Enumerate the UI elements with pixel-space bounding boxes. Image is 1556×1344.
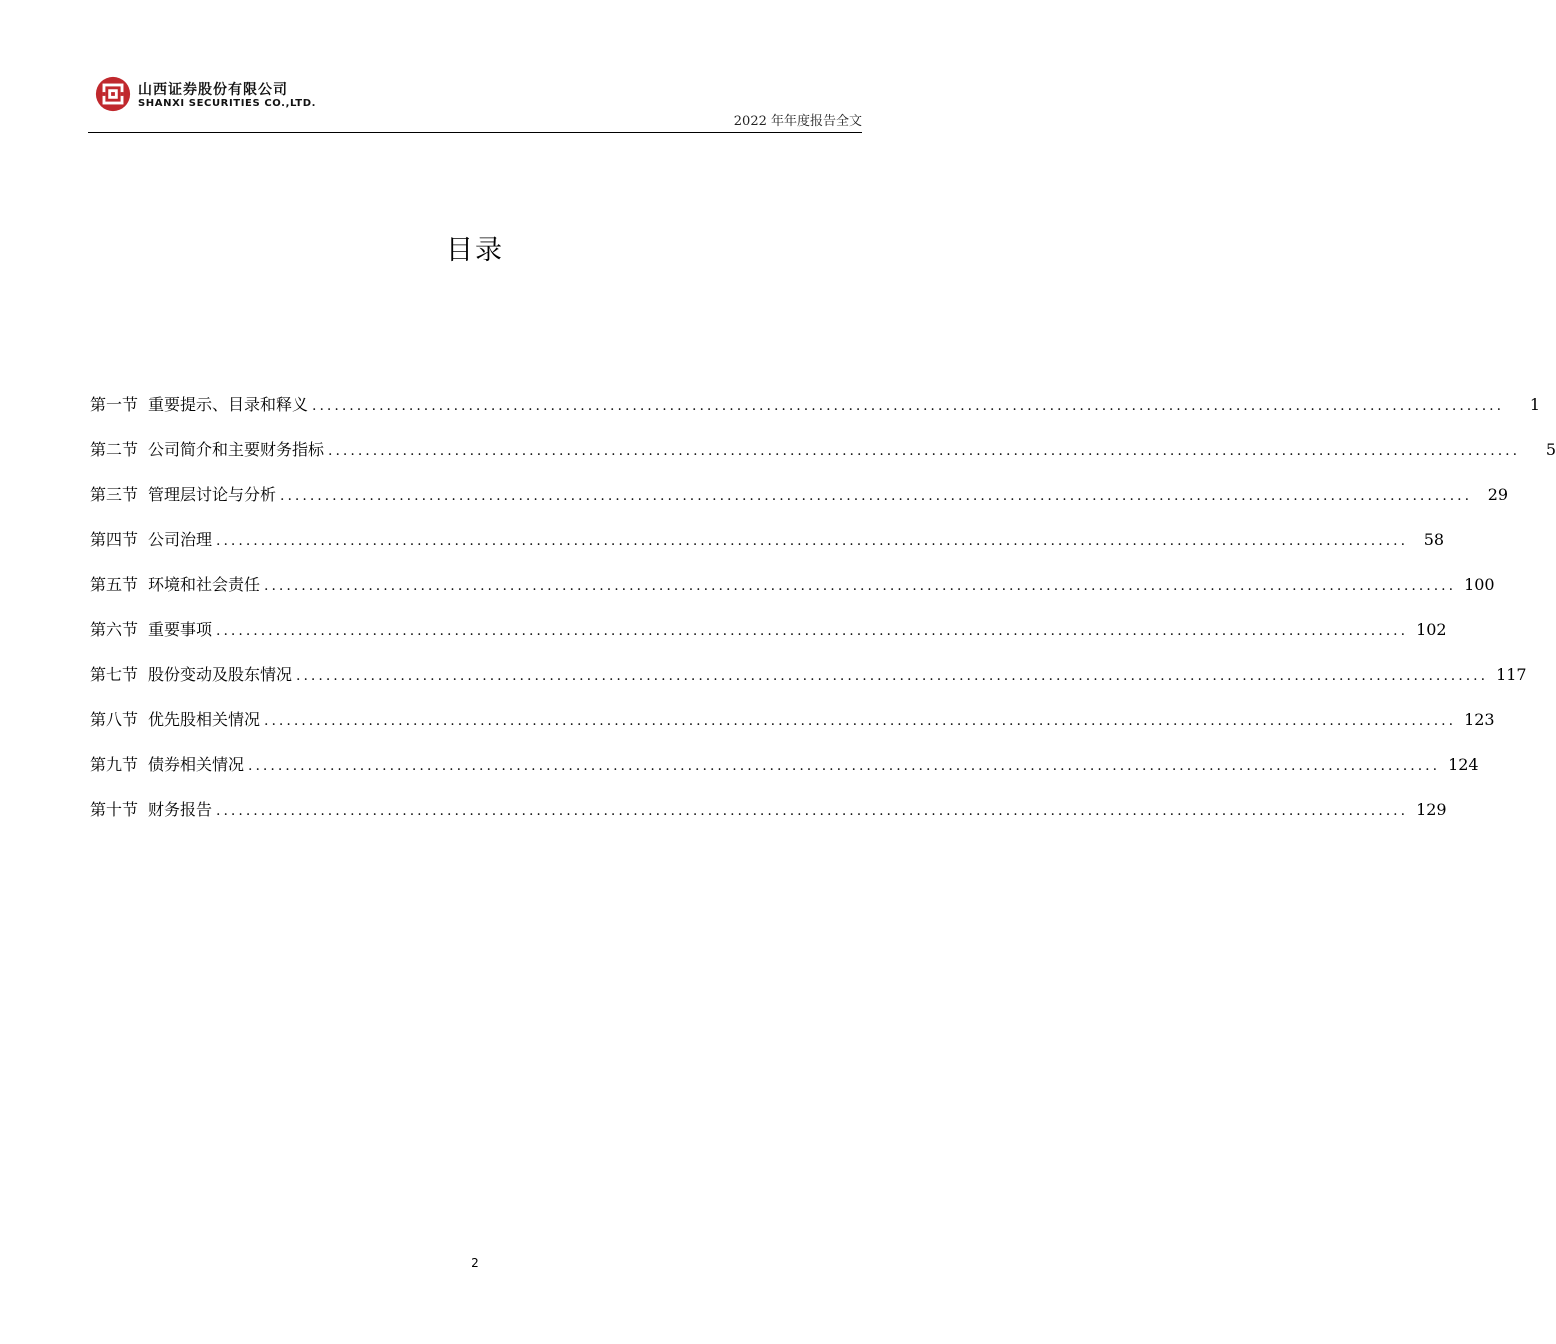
shanxi-securities-logo-icon <box>94 75 132 113</box>
toc-chapter-label: 第十节 <box>90 800 139 819</box>
toc-chapter-label: 第八节 <box>90 710 139 729</box>
toc-chapter-label: 第七节 <box>90 665 139 684</box>
table-of-contents <box>90 392 1556 842</box>
toc-chapter-label: 第二节 <box>90 440 139 459</box>
toc-title: 目录 <box>446 235 504 266</box>
toc-section-name: 环境和社会责任 <box>148 575 261 594</box>
toc-section-name: 管理层讨论与分析 <box>148 485 277 504</box>
toc-section-name: 财务报告 <box>148 800 213 819</box>
toc-page-number: 29 <box>1487 485 1509 504</box>
toc-entry[interactable] <box>90 482 1509 527</box>
toc-dot-leader: ................................................................................................................................................................ <box>264 578 1457 594</box>
toc-entry[interactable] <box>90 617 1447 662</box>
toc-entry[interactable] <box>90 752 1479 797</box>
toc-page-number: 102 <box>1416 620 1447 639</box>
toc-section-name: 债券相关情况 <box>148 755 245 774</box>
toc-page-number: 117 <box>1496 665 1527 684</box>
toc-chapter-label: 第一节 <box>90 395 139 414</box>
company-name-cn: 山西证券股份有限公司 <box>138 82 288 98</box>
toc-entry[interactable] <box>90 437 1556 482</box>
toc-page-number: 129 <box>1416 800 1447 819</box>
toc-dot-leader: ................................................................................................................................................................ <box>216 533 1409 549</box>
toc-dot-leader: ................................................................................................................................................................ <box>216 803 1409 819</box>
toc-page-number: 123 <box>1464 710 1495 729</box>
toc-chapter-label: 第三节 <box>90 485 139 504</box>
page-number: 2 <box>471 1256 479 1270</box>
toc-chapter-label: 第九节 <box>90 755 139 774</box>
toc-page-number: 124 <box>1448 755 1479 774</box>
toc-section-name: 重要提示、目录和释义 <box>148 395 309 414</box>
toc-dot-leader: ................................................................................................................................................................ <box>312 398 1505 414</box>
toc-dot-leader: ................................................................................................................................................................ <box>216 623 1409 639</box>
toc-entry[interactable] <box>90 527 1445 572</box>
toc-page-number: 1 <box>1529 395 1541 414</box>
toc-page-number: 100 <box>1464 575 1495 594</box>
toc-dot-leader: ................................................................................................................................................................ <box>248 758 1441 774</box>
toc-entry[interactable] <box>90 392 1541 437</box>
toc-dot-leader: ................................................................................................................................................................ <box>264 713 1457 729</box>
toc-entry[interactable] <box>90 662 1527 707</box>
toc-section-name: 优先股相关情况 <box>148 710 261 729</box>
toc-section-name: 公司简介和主要财务指标 <box>148 440 325 459</box>
toc-section-name: 重要事项 <box>148 620 213 639</box>
company-name-en: SHANXI SECURITIES CO.,LTD. <box>138 98 317 109</box>
toc-section-name: 股份变动及股东情况 <box>148 665 293 684</box>
toc-entry[interactable] <box>90 572 1495 617</box>
toc-section-name: 公司治理 <box>148 530 213 549</box>
page-header <box>88 72 862 133</box>
toc-dot-leader: ................................................................................................................................................................ <box>280 488 1473 504</box>
toc-dot-leader: ................................................................................................................................................................ <box>296 668 1489 684</box>
toc-page-number: 58 <box>1423 530 1445 549</box>
toc-chapter-label: 第六节 <box>90 620 139 639</box>
toc-entry[interactable] <box>90 797 1447 842</box>
toc-page-number: 5 <box>1545 440 1556 459</box>
toc-dot-leader: ................................................................................................................................................................ <box>328 443 1521 459</box>
toc-chapter-label: 第四节 <box>90 530 139 549</box>
report-title: 2022 年年度报告全文 <box>733 114 862 129</box>
toc-entry[interactable] <box>90 707 1495 752</box>
toc-chapter-label: 第五节 <box>90 575 139 594</box>
